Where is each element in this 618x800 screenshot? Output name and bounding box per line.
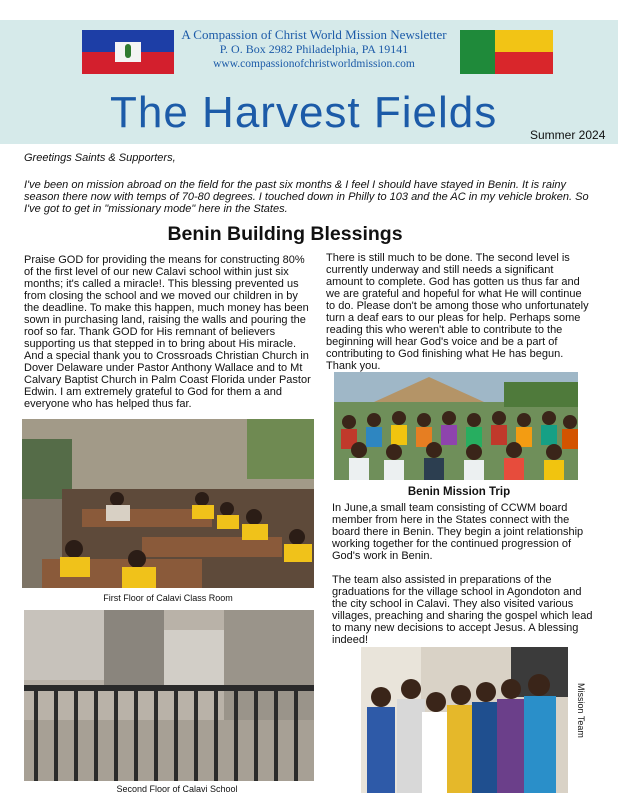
second-floor-photo [24, 610, 314, 781]
trip-heading: Benin Mission Trip [407, 486, 511, 498]
article-right-column: There is still much to be done. The second level is currently underway and still needs a significant amount to complete. God has gotten us thus far and we are grateful and hopeful for what He will continue to do. Please don't be among those who unfortunately turn a deaf ears to our pleas for help. Perhaps some reading this who weren't able to contribute to the beginning will hear God's voice and be a part of contributing to God finishing what He has begun. Thank you. [326, 252, 589, 372]
trip-paragraph-2: The team also assisted in preparations of the graduations for the village school in Agondoton and the city school in Calavi. They also visited various villages, preaching and sharing the gospel which lead to many new decisions to accept Jesus. A blessing indeed! [332, 574, 593, 646]
trip-paragraph-1: In June,a small team consisting of CCWM board member from here in the States connect with the board there in Benin. They begin a joint relationship working together for the continued progression of God's work in Benin. [332, 502, 584, 562]
greeting-text: Greetings Saints & Supporters, [24, 152, 176, 164]
benin-flag-icon [460, 30, 553, 74]
article-headline: Benin Building Blessings [167, 223, 403, 245]
second-floor-caption: Second Floor of Calavi School [116, 784, 238, 794]
edition-label: Summer 2024 [530, 128, 606, 142]
intro-message: I've been on mission abroad on the field for the past six months & I feel I should have stayed in Benin. It is rainy season there now with temps of 70-80 degrees. I touched down in Philly to 103 and the AC in my vehicle broken. So I've got to get in "missionary mode" here in the States. [24, 179, 589, 215]
masthead-title: The Harvest Fields [110, 88, 498, 137]
mission-team-photo [361, 647, 568, 793]
website-line: www.compassionofchristworldmission.com [213, 58, 415, 70]
trip-article [332, 502, 598, 658]
benin-group-photo [334, 372, 578, 480]
org-line: A Compassion of Christ World Mission Newsletter [181, 27, 447, 42]
address-line: P. O. Box 2982 Philadelphia, PA 19141 [219, 42, 409, 56]
classroom-photo [22, 419, 314, 588]
classroom-caption: First Floor of Calavi Class Room [103, 593, 233, 603]
haiti-flag-icon [82, 30, 174, 74]
mission-team-caption: Mission Team [576, 683, 586, 738]
newsletter-header-info [178, 27, 450, 72]
article-left-column: Praise GOD for providing the means for constructing 80% of the first level of our new Calavi school within just six months; it's called a miracle!. This blessing prevented us from closing the school and we moved our children in by the deadline. To make this happen, much money has been sown in purchasing land, raising the walls and pouring the roof so far. Thank GOD for His remnant of believers supporting us that stepped in to bring about His miracle. And a special thank you to Crossroads Christian Church in Dover Delaware under Pastor Anthony Wallace and to Mt Calvary Baptist Church in Palm Coast Florida under Pastor Edwin. I am extremely grateful to God for them a and everyone who has helped thus far. [24, 254, 311, 410]
